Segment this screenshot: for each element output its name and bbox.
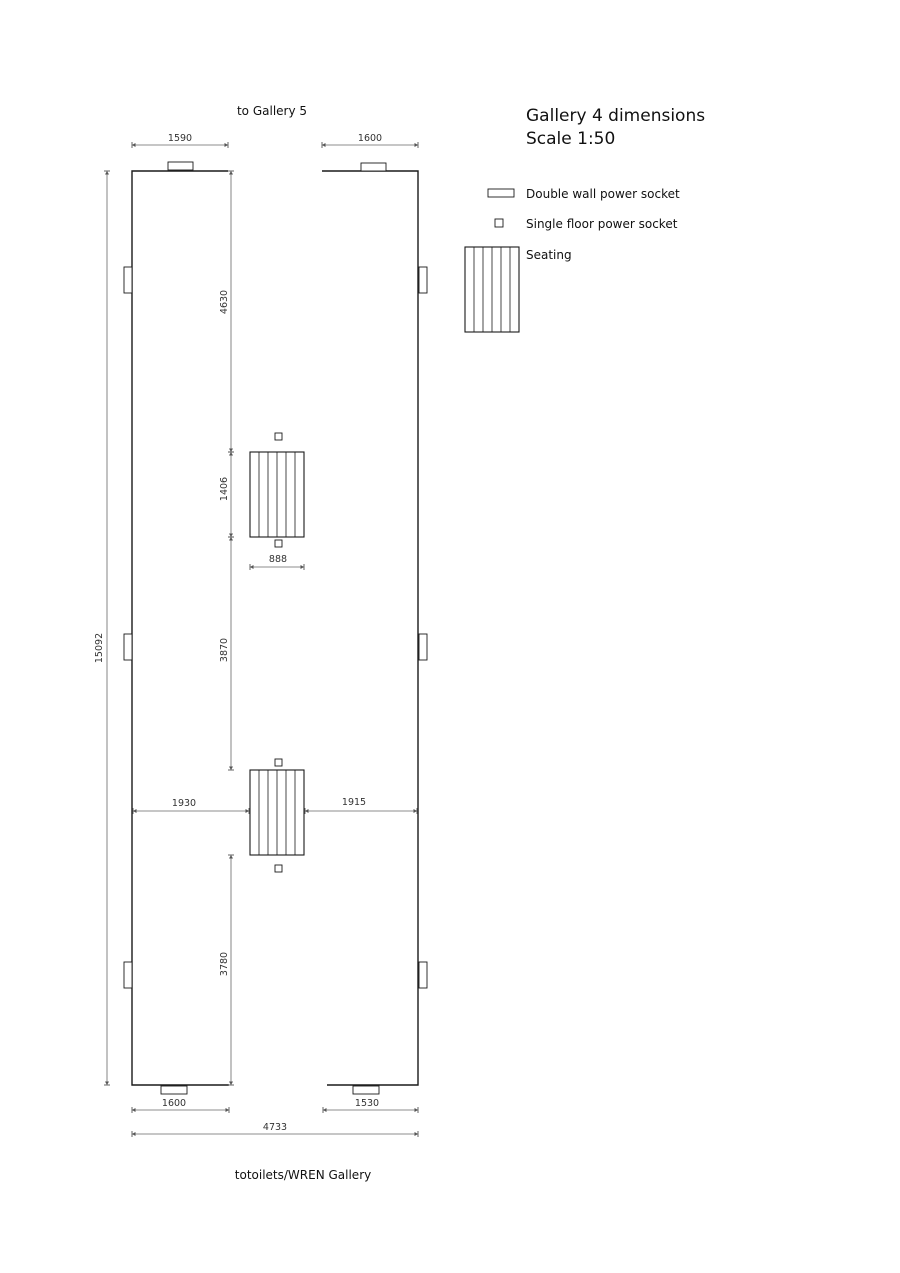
dim-label-left-clearance: 1930 bbox=[171, 798, 197, 809]
wall-socket-left-1-icon bbox=[124, 267, 132, 293]
plan-scale: Scale 1:50 bbox=[526, 129, 616, 149]
wall-socket-right-2-icon bbox=[419, 634, 427, 660]
single-floor-socket-legend-icon bbox=[495, 219, 503, 227]
floor-socket-1-icon bbox=[275, 433, 282, 440]
right-wall bbox=[322, 171, 418, 1085]
seating-upper bbox=[250, 452, 304, 537]
legend-seating: Seating bbox=[526, 248, 572, 262]
seating-legend-icon bbox=[465, 247, 519, 332]
exit-to-toilets-wren: totoilets/WREN Gallery bbox=[234, 1168, 372, 1182]
dimension-lines bbox=[104, 142, 418, 1137]
dim-label-total-length: 15092 bbox=[94, 632, 105, 664]
legend-single-floor-socket: Single floor power socket bbox=[526, 217, 678, 231]
wall-socket-top-left-icon bbox=[168, 162, 193, 170]
wall-socket-right-3-icon bbox=[419, 962, 427, 988]
dim-label-between-seats: 3870 bbox=[219, 637, 230, 663]
floor-socket-2-icon bbox=[275, 540, 282, 547]
floor-socket-4-icon bbox=[275, 865, 282, 872]
dimension-labels bbox=[94, 133, 382, 1133]
dim-label-bottom-left: 1600 bbox=[161, 1098, 187, 1109]
dim-label-seat-width: 888 bbox=[268, 554, 288, 565]
wall-socket-left-2-icon bbox=[124, 634, 132, 660]
wall-socket-bottom-right-icon bbox=[353, 1086, 379, 1094]
plan-title: Gallery 4 dimensions bbox=[526, 106, 706, 126]
dim-label-to-first-seat: 4630 bbox=[219, 289, 230, 315]
dim-label-top-left: 1590 bbox=[167, 133, 193, 144]
wall-socket-top-right-icon bbox=[361, 163, 386, 171]
seating-lower bbox=[250, 770, 304, 855]
wall-sockets bbox=[124, 162, 427, 1094]
legend-double-wall-socket: Double wall power socket bbox=[526, 187, 680, 201]
dim-label-total-width: 4733 bbox=[262, 1122, 288, 1133]
wall-socket-left-3-icon bbox=[124, 962, 132, 988]
dim-label-bottom-right: 1530 bbox=[354, 1098, 380, 1109]
dim-label-top-right: 1600 bbox=[357, 133, 383, 144]
dim-label-seat-length: 1406 bbox=[219, 476, 230, 502]
wall-socket-right-1-icon bbox=[419, 267, 427, 293]
wall-socket-bottom-left-icon bbox=[161, 1086, 187, 1094]
floor-socket-3-icon bbox=[275, 759, 282, 766]
exit-to-gallery-5: to Gallery 5 bbox=[236, 104, 308, 118]
double-wall-socket-legend-icon bbox=[488, 189, 514, 197]
left-wall bbox=[132, 171, 229, 1085]
gallery-walls bbox=[132, 171, 418, 1085]
dim-label-seat-to-bottom: 3780 bbox=[219, 951, 230, 977]
dim-label-right-clearance: 1915 bbox=[341, 797, 367, 808]
